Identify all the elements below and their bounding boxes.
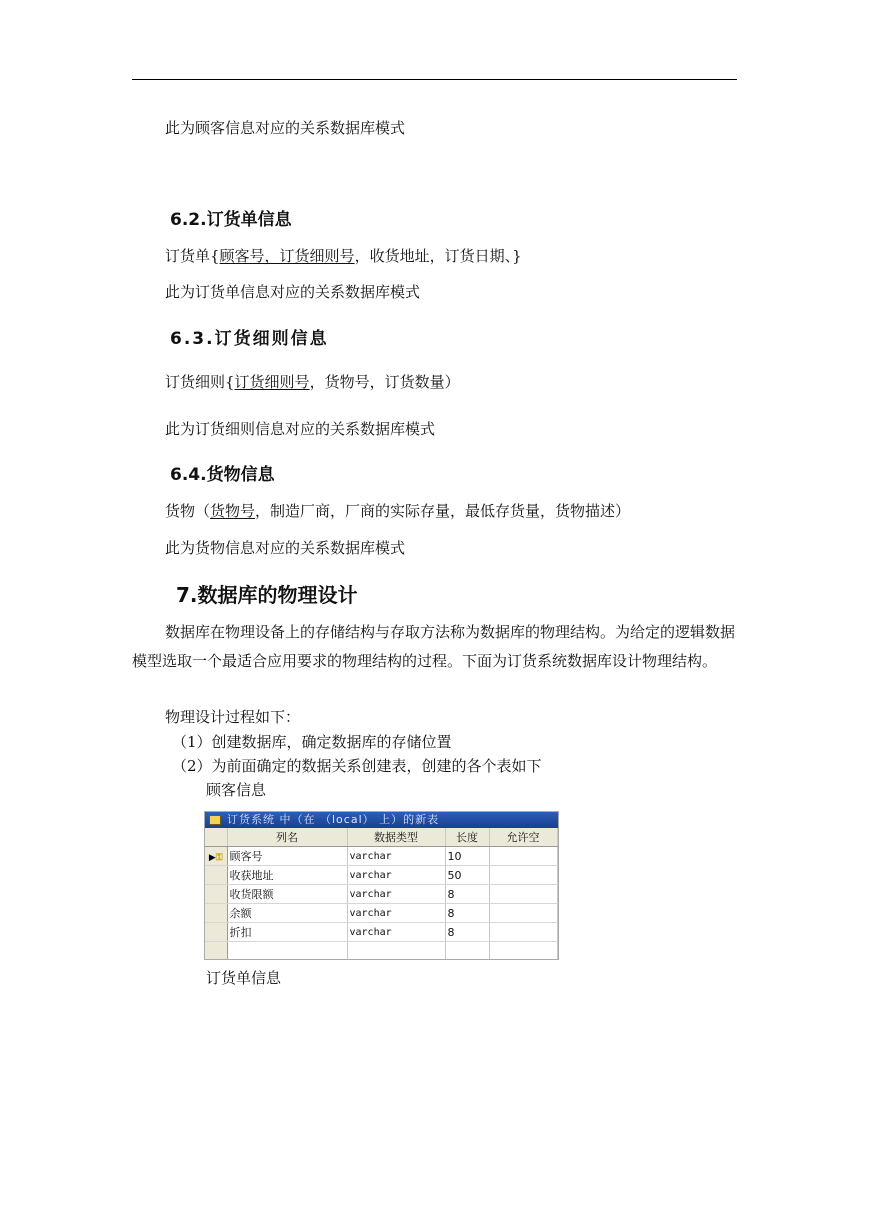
goods-primary-key: 货物号	[210, 502, 256, 520]
cell-length: 8	[445, 923, 489, 942]
cell-name: 收获地址	[227, 866, 347, 885]
heading-7: 7.数据库的物理设计	[176, 583, 358, 607]
cell-type	[347, 942, 445, 961]
step-1: （1）创建数据库，确定数据库的存储位置	[172, 733, 452, 751]
cell-name: 余额	[227, 904, 347, 923]
physical-design-paragraph: 数据库在物理设备上的存储结构与存取方法称为数据库的物理结构。为给定的逻辑数据模型选取一个最适合应用要求的物理结构的过程。下面为订货系统数据库设计物理结构。	[132, 623, 736, 670]
cell-nullable	[489, 904, 557, 923]
goods-schema: 货物（货物号，制造厂商，厂商的实际存量，最低存货量，货物描述）	[165, 502, 631, 520]
step-2: （2）为前面确定的数据关系创建表，创建的各个表如下	[172, 757, 542, 775]
cell-nullable	[489, 866, 557, 885]
cell-type: varchar	[347, 885, 445, 904]
process-intro: 物理设计过程如下：	[165, 708, 301, 726]
order-schema-note: 此为订货单信息对应的关系数据库模式	[165, 283, 421, 301]
table-window-title: 订货系统 中（在 （local） 上）的新表	[205, 812, 558, 828]
col-header-length: 长度	[445, 828, 489, 847]
cell-name: 收货限额	[227, 885, 347, 904]
row-selector	[205, 923, 227, 942]
detail-primary-key: 订货细则号	[234, 373, 310, 391]
heading-6-2: 6.2.订货单信息	[170, 210, 292, 230]
cell-nullable	[489, 847, 557, 866]
cell-length: 50	[445, 866, 489, 885]
goods-schema-note: 此为货物信息对应的关系数据库模式	[165, 539, 406, 557]
column-design-grid	[205, 828, 558, 960]
row-selector	[205, 885, 227, 904]
row-selector	[205, 904, 227, 923]
cell-length: 10	[445, 847, 489, 866]
cell-name: 折扣	[227, 923, 347, 942]
cell-nullable	[489, 923, 557, 942]
table-row	[205, 885, 557, 904]
col-header-nullable: 允许空	[489, 828, 557, 847]
heading-6-4: 6.4.货物信息	[170, 465, 275, 485]
detail-schema-note: 此为订货细则信息对应的关系数据库模式	[165, 420, 436, 438]
table-row	[205, 847, 557, 866]
cell-name	[227, 942, 347, 961]
caption-order-table: 订货单信息	[206, 969, 282, 987]
row-selector	[205, 942, 227, 961]
cell-nullable	[489, 942, 557, 961]
table-row	[205, 942, 557, 961]
heading-6-3: 6.3.订货细则信息	[170, 329, 329, 349]
header-rule	[132, 79, 737, 80]
cell-nullable	[489, 885, 557, 904]
table-window-icon	[209, 815, 221, 825]
caption-customer-table: 顾客信息	[206, 781, 267, 799]
cell-type: varchar	[347, 923, 445, 942]
table-row	[205, 904, 557, 923]
table-row	[205, 866, 557, 885]
table-row	[205, 923, 557, 942]
grid-header-row	[205, 828, 557, 847]
row-selector	[205, 866, 227, 885]
customer-table-screenshot	[204, 811, 559, 960]
col-header-name: 列名	[227, 828, 347, 847]
order-primary-key: 顾客号，订货细则号	[219, 247, 355, 265]
order-schema: 订货单{顾客号，订货细则号，收货地址，订货日期、}	[165, 247, 522, 265]
row-selector-header	[205, 828, 227, 847]
cell-length	[445, 942, 489, 961]
cell-type: varchar	[347, 904, 445, 923]
cell-type: varchar	[347, 847, 445, 866]
cell-length: 8	[445, 885, 489, 904]
cell-type: varchar	[347, 866, 445, 885]
row-selector	[205, 847, 227, 866]
col-header-type: 数据类型	[347, 828, 445, 847]
customer-schema-note: 此为顾客信息对应的关系数据库模式	[165, 119, 406, 137]
primary-key-icon: ▶⚿	[208, 852, 223, 863]
detail-schema: 订货细则{订货细则号，货物号，订货数量）	[165, 373, 460, 391]
cell-length: 8	[445, 904, 489, 923]
cell-name: 顾客号	[227, 847, 347, 866]
